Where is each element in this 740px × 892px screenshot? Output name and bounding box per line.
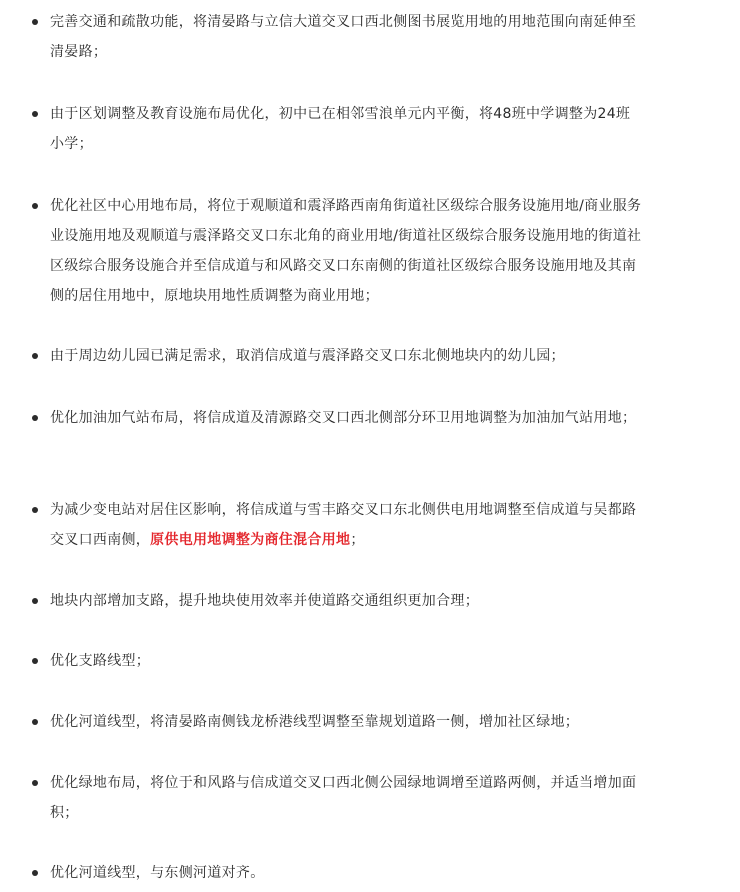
list-item-text: 由于周边幼儿园已满足需求，取消信成道与震泽路交叉口东北侧地块内的幼儿园； — [50, 348, 565, 364]
list-item-text: 完善交通和疏散功能，将清晏路与立信大道交叉口西北侧图书展览用地的用地范围向南延伸至清晏路； — [50, 14, 637, 60]
list-item-text: 优化支路线型； — [50, 653, 151, 669]
list-item — [32, 646, 642, 676]
bullet-dot-icon — [32, 658, 38, 664]
bullet-dot-icon — [32, 870, 38, 876]
list-item-text: 优化加油加气站布局，将信成道及清源路交叉口西北侧部分环卫用地调整为加油加气站用地； — [50, 410, 637, 426]
list-item — [32, 191, 642, 311]
list-item-text: 优化绿地布局，将位于和风路与信成道交叉口西北侧公园绿地调增至道路两侧，并适当增加面积； — [50, 775, 637, 821]
list-item-text: 优化河道线型，将清晏路南侧钱龙桥港线型调整至靠规划道路一侧，增加社区绿地； — [50, 714, 580, 730]
list-item — [32, 586, 642, 616]
list-item-text: 优化社区中心用地布局，将位于观顺道和震泽路西南角街道社区级综合服务设施用地/商业服务业设施用地及观顺道与震泽路交叉口东北角的商业用地/街道社区级综合服务设施用地的街道社区级综合服务设施合并至信成道与和风路交叉口东南侧的街道社区级综合服务设施用地及其南侧的居住用地中，原地块用地性质调整为商业用地； — [50, 198, 642, 304]
list-item — [32, 707, 642, 737]
bullet-dot-icon — [32, 19, 38, 25]
list-item — [32, 7, 642, 67]
list-item-text: 地块内部增加支路，提升地块使用效率并使道路交通组织更加合理； — [50, 593, 479, 609]
bullet-dot-icon — [32, 415, 38, 421]
bullet-dot-icon — [32, 780, 38, 786]
list-item — [32, 495, 642, 555]
list-item-text-main: 为减少变电站对居住区影响，将信成道与雪丰路交叉口东北侧供电用地调整至信成道与吴都路交叉口西南侧， — [50, 502, 637, 548]
bullet-dot-icon — [32, 719, 38, 725]
highlighted-text: 原供电用地调整为商住混合用地 — [150, 532, 351, 548]
list-item-text — [50, 495, 642, 555]
list-item — [32, 341, 642, 371]
bullet-dot-icon — [32, 507, 38, 513]
bullet-dot-icon — [32, 203, 38, 209]
list-item-text: 优化河道线型，与东侧河道对齐。 — [50, 865, 265, 881]
list-item — [32, 768, 642, 828]
bullet-dot-icon — [32, 598, 38, 604]
list-item-text: 由于区划调整及教育设施布局优化，初中已在相邻雪浪单元内平衡，将48班中学调整为24班小学； — [50, 106, 631, 152]
list-item — [32, 858, 642, 888]
list-item — [32, 403, 642, 433]
list-item — [32, 99, 642, 159]
bullet-dot-icon — [32, 353, 38, 359]
bullet-dot-icon — [32, 111, 38, 117]
list-item-text-tail: ； — [350, 532, 365, 548]
